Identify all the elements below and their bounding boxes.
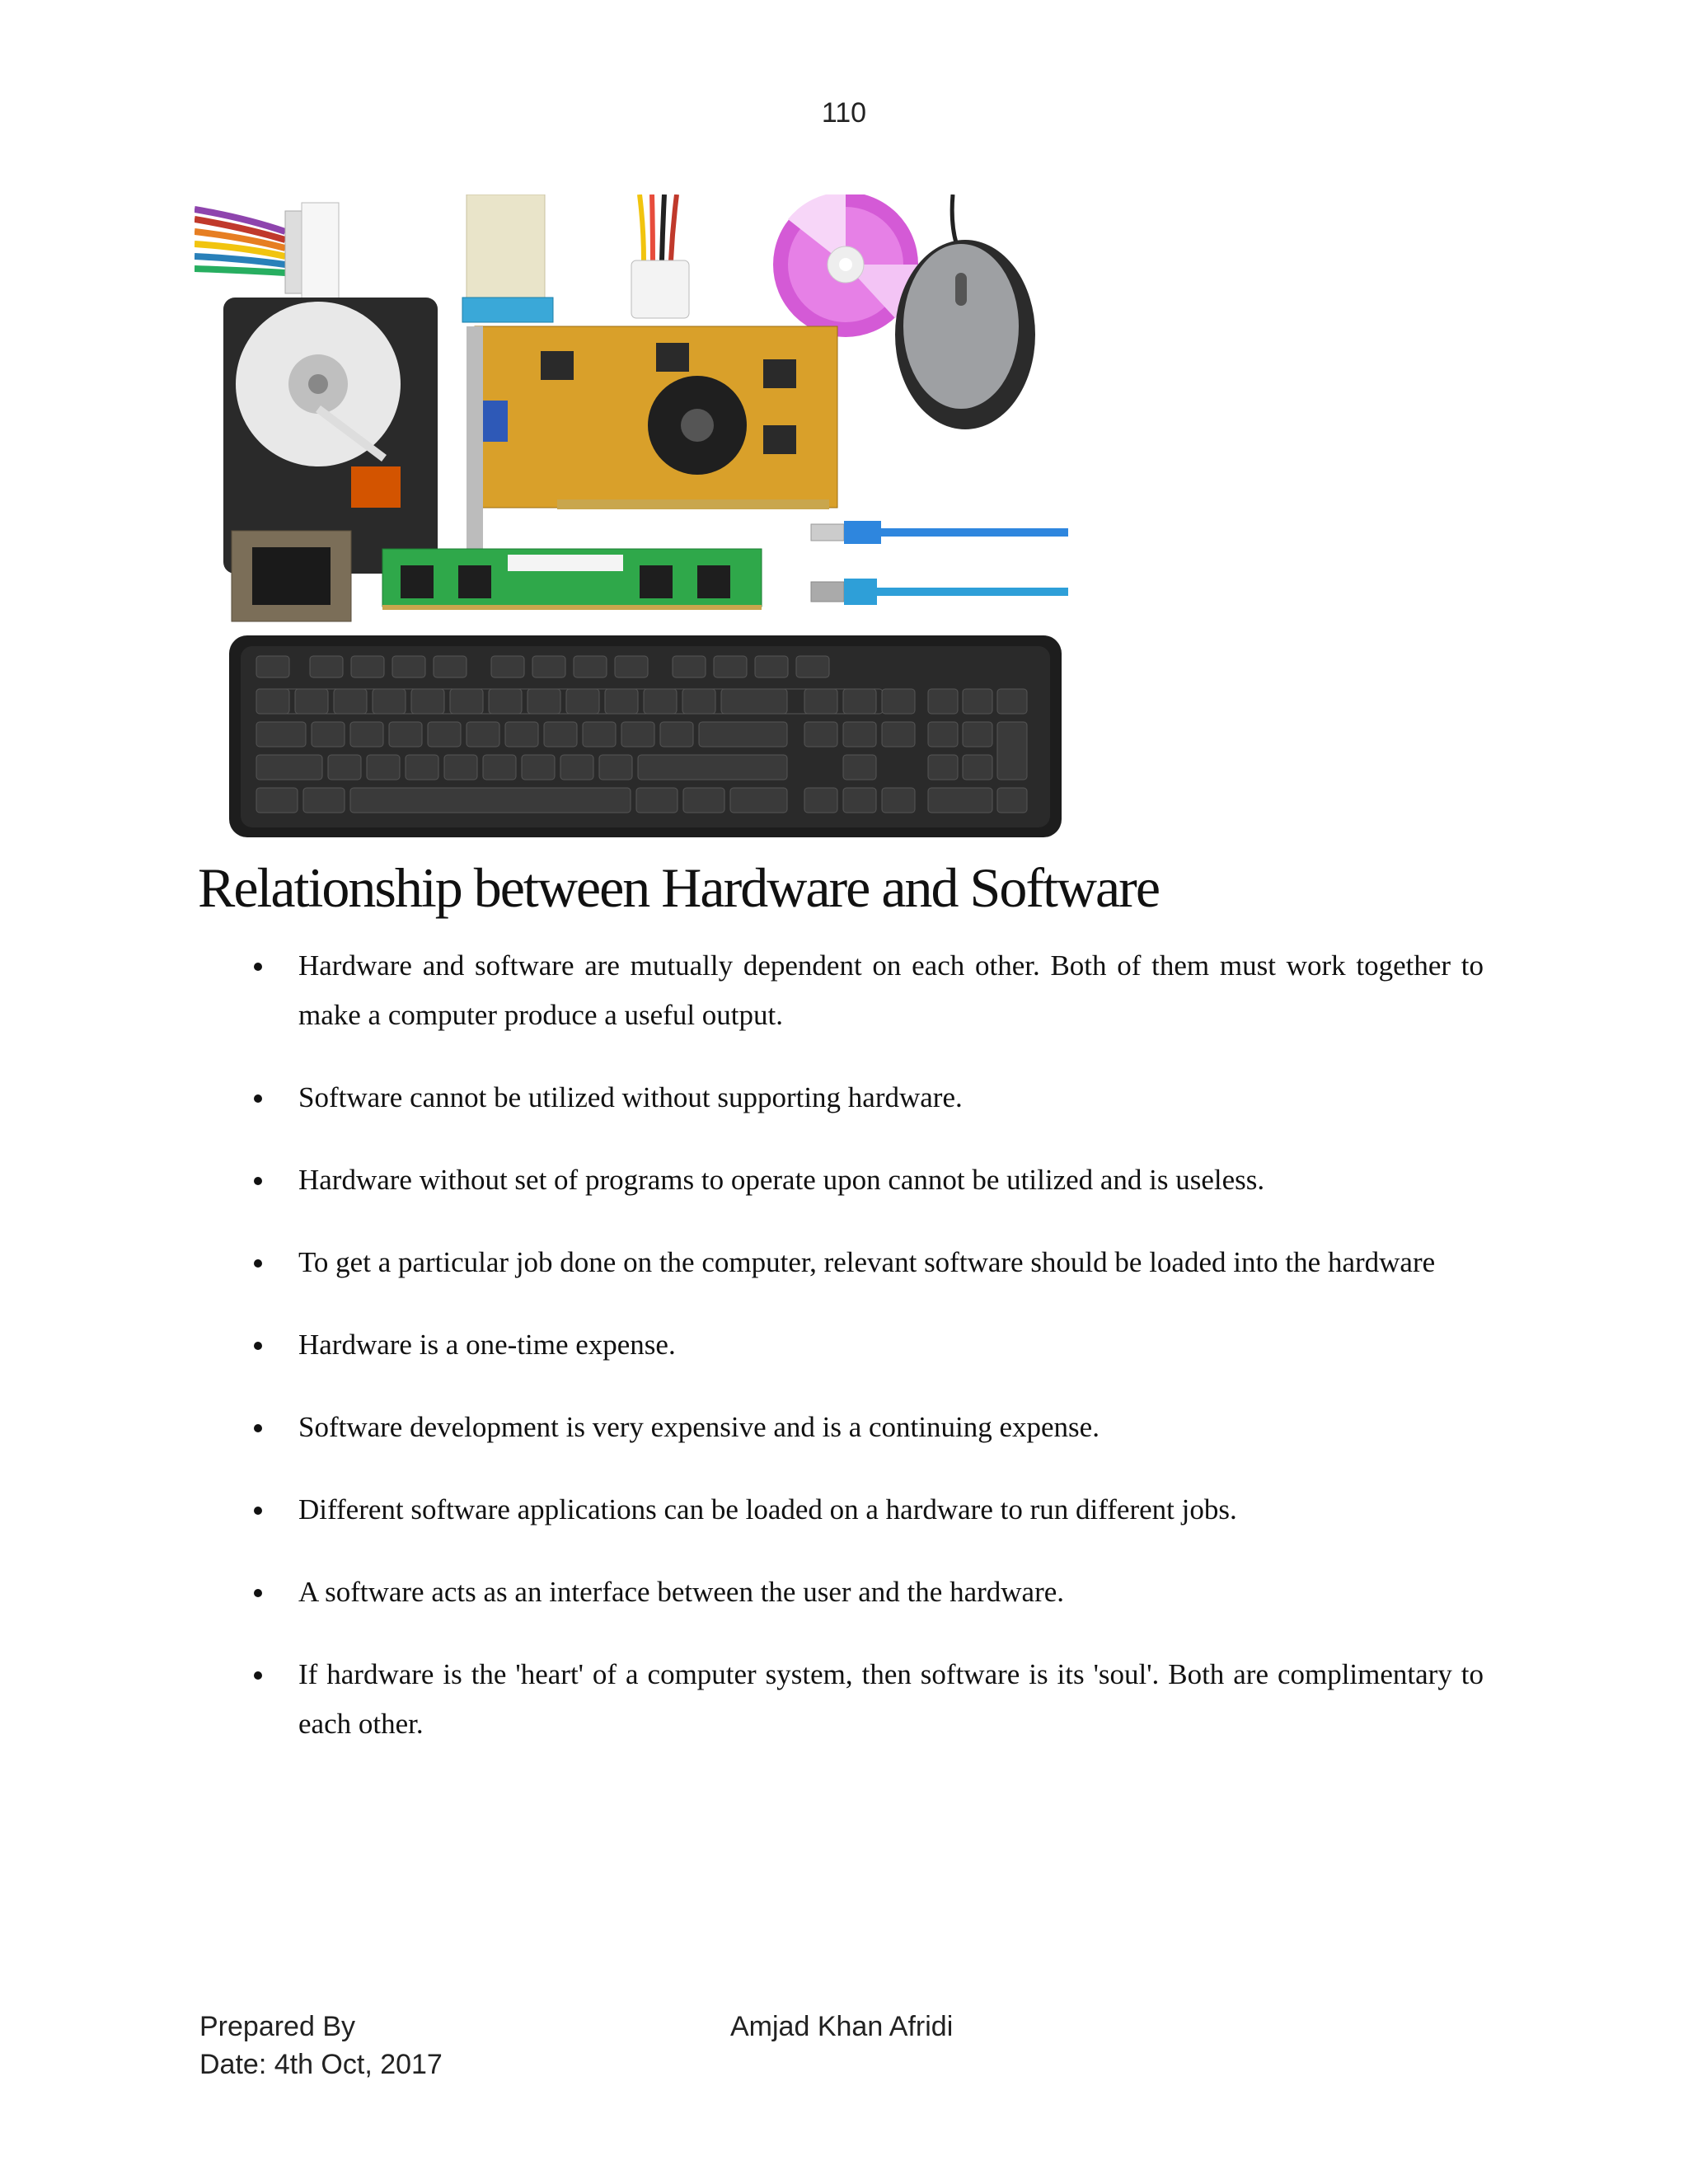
page-number: 110	[821, 97, 867, 129]
list-item	[198, 1073, 1484, 1122]
list-item-text: If hardware is the 'heart' of a computer system, then software is its 'soul'. Both are complimentary to each other.	[298, 1658, 1484, 1740]
list-item	[198, 1155, 1484, 1205]
section-heading: Relationship between Hardware and Software	[198, 856, 1159, 919]
bullet-icon	[254, 963, 262, 971]
list-item	[198, 941, 1484, 1040]
footer-left	[199, 2008, 443, 2083]
list-item-text: Different software applications can be loaded on a hardware to run different jobs.	[298, 1493, 1237, 1526]
bullet-icon	[254, 1177, 262, 1185]
usb-cable-icon	[811, 521, 1068, 544]
optical-disc-icon	[773, 194, 918, 337]
list-item	[198, 1485, 1484, 1535]
bullet-list	[198, 941, 1484, 1782]
ethernet-cable-icon	[811, 579, 1068, 605]
graphics-card-icon	[467, 326, 837, 574]
power-cable-icon	[195, 203, 339, 302]
list-item	[198, 1403, 1484, 1452]
keyboard-icon	[229, 635, 1062, 837]
bullet-icon	[254, 1424, 262, 1432]
bullet-icon	[254, 1094, 262, 1103]
list-item-text: Hardware and software are mutually dependent on each other. Both of them must work together to make a computer produce a useful output.	[298, 949, 1484, 1031]
computer-hardware-image	[195, 194, 1068, 837]
footer-date: Date: 4th Oct, 2017	[199, 2049, 443, 2080]
list-item-text: Hardware without set of programs to operate upon cannot be utilized and is useless.	[298, 1164, 1265, 1196]
list-item-text: Software development is very expensive and is a continuing expense.	[298, 1411, 1100, 1443]
bullet-icon	[254, 1589, 262, 1597]
ram-module-icon	[382, 549, 762, 610]
list-item	[198, 1238, 1484, 1287]
bullet-icon	[254, 1507, 262, 1515]
molex-connector-icon	[631, 194, 689, 318]
list-item	[198, 1320, 1484, 1370]
list-item	[198, 1650, 1484, 1749]
prepared-by-label: Prepared By	[199, 2011, 355, 2042]
list-item-text: To get a particular job done on the computer, relevant software should be loaded into the hardware	[298, 1246, 1436, 1278]
list-item-text: A software acts as an interface between the user and the hardware.	[298, 1576, 1065, 1608]
mouse-icon	[895, 194, 1035, 429]
cpu-icon	[232, 531, 351, 621]
bullet-icon	[254, 1671, 262, 1680]
list-item-text: Software cannot be utilized without supporting hardware.	[298, 1081, 963, 1113]
bullet-icon	[254, 1342, 262, 1350]
list-item	[198, 1568, 1484, 1617]
ribbon-cable-icon	[462, 194, 553, 322]
footer-author: Amjad Khan Afridi	[730, 2011, 954, 2042]
list-item-text: Hardware is a one-time expense.	[298, 1329, 676, 1361]
bullet-icon	[254, 1259, 262, 1268]
